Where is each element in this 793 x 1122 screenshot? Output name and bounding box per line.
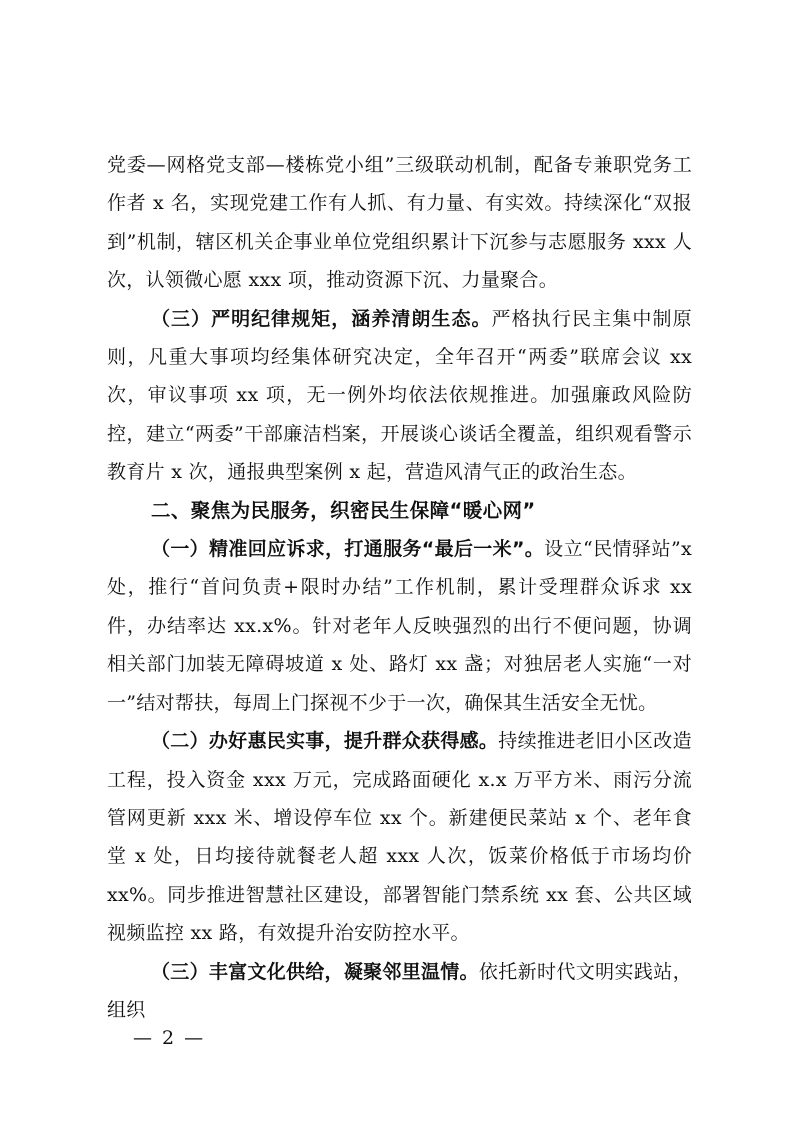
paragraph-lead: （二）办好惠民实事，提升群众获得感。 bbox=[151, 730, 499, 753]
paragraph-lead: （三）严明纪律规矩，涵养清朗生态。 bbox=[151, 307, 492, 330]
paragraph-text: 设立“民情驿站”x 处，推行“首问负责+限时办结”工作机制，累计受理群众诉求 xx 件，办结率达 xx.x%。针对老年人反映强烈的出行不便问题，协调相关部门加装无障碍坡道 x 处、路灯 xx 盏；对独居老人实施“一对一”结对帮扶，每周上门探视不少于一次，确保其生活安全无忧。 bbox=[107, 538, 692, 714]
section-heading: 二、聚焦为民服务，织密民生保障“暖心网” bbox=[151, 498, 536, 522]
paragraph-text: 党委—网格党支部—楼栋党小组”三级联动机制，配备专兼职党务工作者 x 名，实现党建工作有人抓、有力量、有实效。持续深化“双报到”机制，辖区机关企事业单位党组织累计下沉参与志愿服务 xxx 人次，认领微心愿 xxx 项，推动资源下沉、力量聚合。 bbox=[107, 154, 692, 292]
document-body bbox=[107, 146, 692, 1029]
paragraph-text: 严格执行民主集中制原则，凡重大事项均经集体研究决定，全年召开“两委”联席会议 xx 次，审议事项 xx 项，无一例外均依法依规推进。加强廉政风险防控，建立“两委”干部廉洁档案，开展谈心谈话全覆盖，组织观看警示教育片 x 次，通报典型案例 x 起，营造风清气正的政治生态。 bbox=[107, 307, 692, 484]
page-number: — 2 — bbox=[133, 1027, 206, 1049]
paragraph-party-mechanism bbox=[107, 146, 692, 300]
paragraph-practical-matters bbox=[107, 722, 692, 952]
paragraph-respond-demands bbox=[107, 530, 692, 722]
paragraph-lead: （一）精准回应诉求，打通服务“最后一米”。 bbox=[151, 538, 545, 561]
paragraph-discipline bbox=[107, 300, 692, 492]
paragraph-lead: （三）丰富文化供给，凝聚邻里温情。 bbox=[151, 960, 479, 983]
paragraph-culture-supply bbox=[107, 953, 692, 1030]
paragraph-text: 持续推进老旧小区改造工程，投入资金 xxx 万元，完成路面硬化 x.x 万平方米、雨污分流管网更新 xxx 米、增设停车位 xx 个。新建便民菜站 x 个、老年食堂 x 处，日均接待就餐老人超 xxx 人次，饭菜价格低于市场均价 xx%。同步推进智慧社区建设，部署智能门禁系统 xx 套、公共区域视频监控 xx 路，有效提升治安防控水平。 bbox=[107, 730, 692, 945]
paragraph-text: 依托新时代文明实践站，组织 bbox=[107, 960, 692, 1021]
